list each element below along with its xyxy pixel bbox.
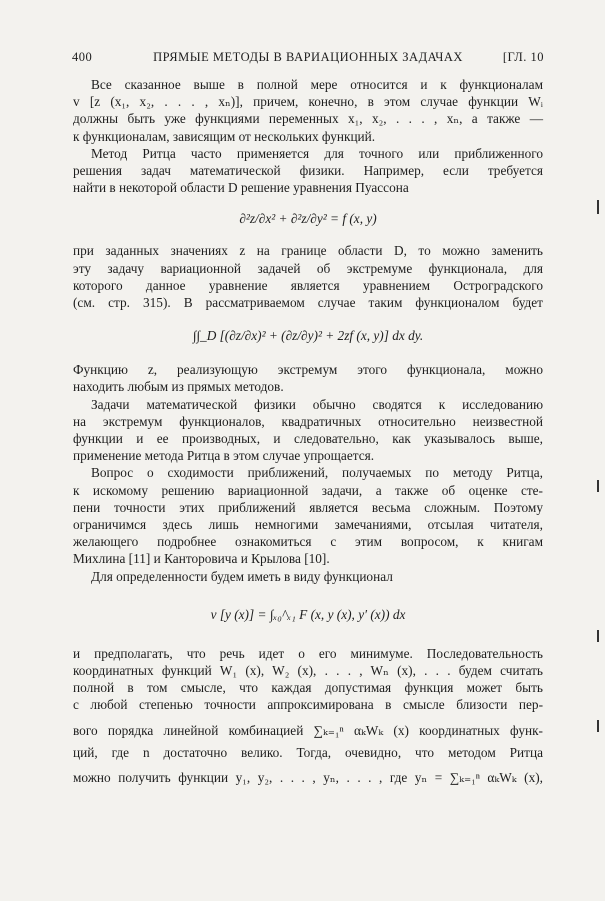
text-line: пени точности этих приближений является весьма сложным. Поэтому (73, 499, 543, 515)
text-line: с любой степенью точности аппроксимирована в смысле близости пер- (73, 697, 543, 713)
text-line: Метод Ритца часто применяется для точного или приближенного (91, 145, 543, 161)
text-line: которого данное уравнение является уравнением Остроградского (73, 277, 543, 293)
text-line: ограничимся здесь лишь немногими замечаниями, отсылая читателя, (73, 517, 543, 533)
text-line: координатных функций W₁ (x), W₂ (x), . . . , Wₙ (x), . . . будем считать (73, 663, 543, 679)
text-line: эту задачу вариационной задачей об экстремуме функционала, для (73, 260, 543, 276)
text-line: применение метода Ритца в этом случае упрощается. (73, 448, 375, 464)
text-line: Михлина [11] и Канторовича и Крылова [10]. (73, 551, 330, 567)
text-line: Для определенности будем иметь в виду функционал (91, 568, 393, 584)
text-line: функции и ее производных, и следовательно, как указывалось выше, (73, 431, 543, 447)
scan-edge-mark (597, 720, 599, 732)
text-line: Функцию z, реализующую экстремум этого функционала, можно (73, 362, 543, 378)
text-line: при заданных значениях z на границе области D, то можно заменить (73, 243, 543, 259)
chapter-label: [ГЛ. 10 (502, 50, 544, 64)
page-body (73, 76, 543, 791)
text-line: полной в том смысле, что каждая допустимая функция может быть (73, 680, 543, 696)
text-line: ций, где n достаточно велико. Тогда, очевидно, что методом Ритца (73, 744, 543, 760)
running-title: ПРЯМЫЕ МЕТОДЫ В ВАРИАЦИОННЫХ ЗАДАЧАХ (153, 50, 463, 64)
text-line: найти в некоторой области D решение уравнения Пуассона (73, 180, 409, 196)
scan-edge-mark (597, 480, 599, 492)
page-number: 400 (72, 50, 93, 64)
scan-edge-mark (597, 630, 599, 642)
text-line: Задачи математической физики обычно сводятся к исследованию (91, 396, 543, 412)
text-line: к функционалам, зависящим от нескольких функций. (73, 128, 376, 144)
text-line: к искомому решению вариационной задачи, а также об оценке сте- (73, 482, 543, 498)
text-line: и предполагать, что речь идет о его минимуме. Последовательность (73, 645, 543, 661)
text-line: находить любым из прямых методов. (73, 379, 284, 395)
text-line: желающего подробнее ознакомиться с этим вопросом, к книгам (73, 534, 543, 550)
text-line: Вопрос о сходимости приближений, получаемых по методу Ритца, (91, 465, 543, 481)
text-line: решения задач математической физики. Например, если требуется (73, 163, 543, 179)
functional-equation: ∫∫_D [(∂z/∂x)² + (∂z/∂y)² + 2zf (x, y)] dx dy. (192, 328, 424, 344)
text-line: Все сказанное выше в полной мере относится и к функционалам (91, 77, 543, 92)
text-line: (см. стр. 315). В рассматриваемом случае таким функционалом будет (73, 295, 543, 311)
text-line: на экстремум функционалов, квадратичных относительно неизвестной (73, 413, 543, 429)
poisson-equation: ∂²z/∂x² + ∂²z/∂y² = f (x, y) (239, 211, 377, 227)
text-line: должны быть уже функциями переменных x₁, x₂, . . . , xₙ, а также — (73, 111, 543, 127)
scan-edge-mark (597, 200, 599, 214)
text-line: вого порядка линейной комбинацией ∑ₖ₌₁ⁿ αₖWₖ (x) координатных функ- (73, 722, 543, 738)
page-header (72, 50, 544, 68)
text-line: v [z (x₁, x₂, . . . , xₙ)], причем, конечно, в этом случае функции Wᵢ (73, 94, 543, 110)
integral-functional-equation: v [y (x)] = ∫ₓ₀^ₓ₁ F (x, y (x), y′ (x)) dx (210, 606, 406, 622)
text-line: можно получить функции y₁, y₂, . . . , yₙ, . . . , где yₙ = ∑ₖ₌₁ⁿ αₖWₖ (x), (73, 769, 543, 785)
